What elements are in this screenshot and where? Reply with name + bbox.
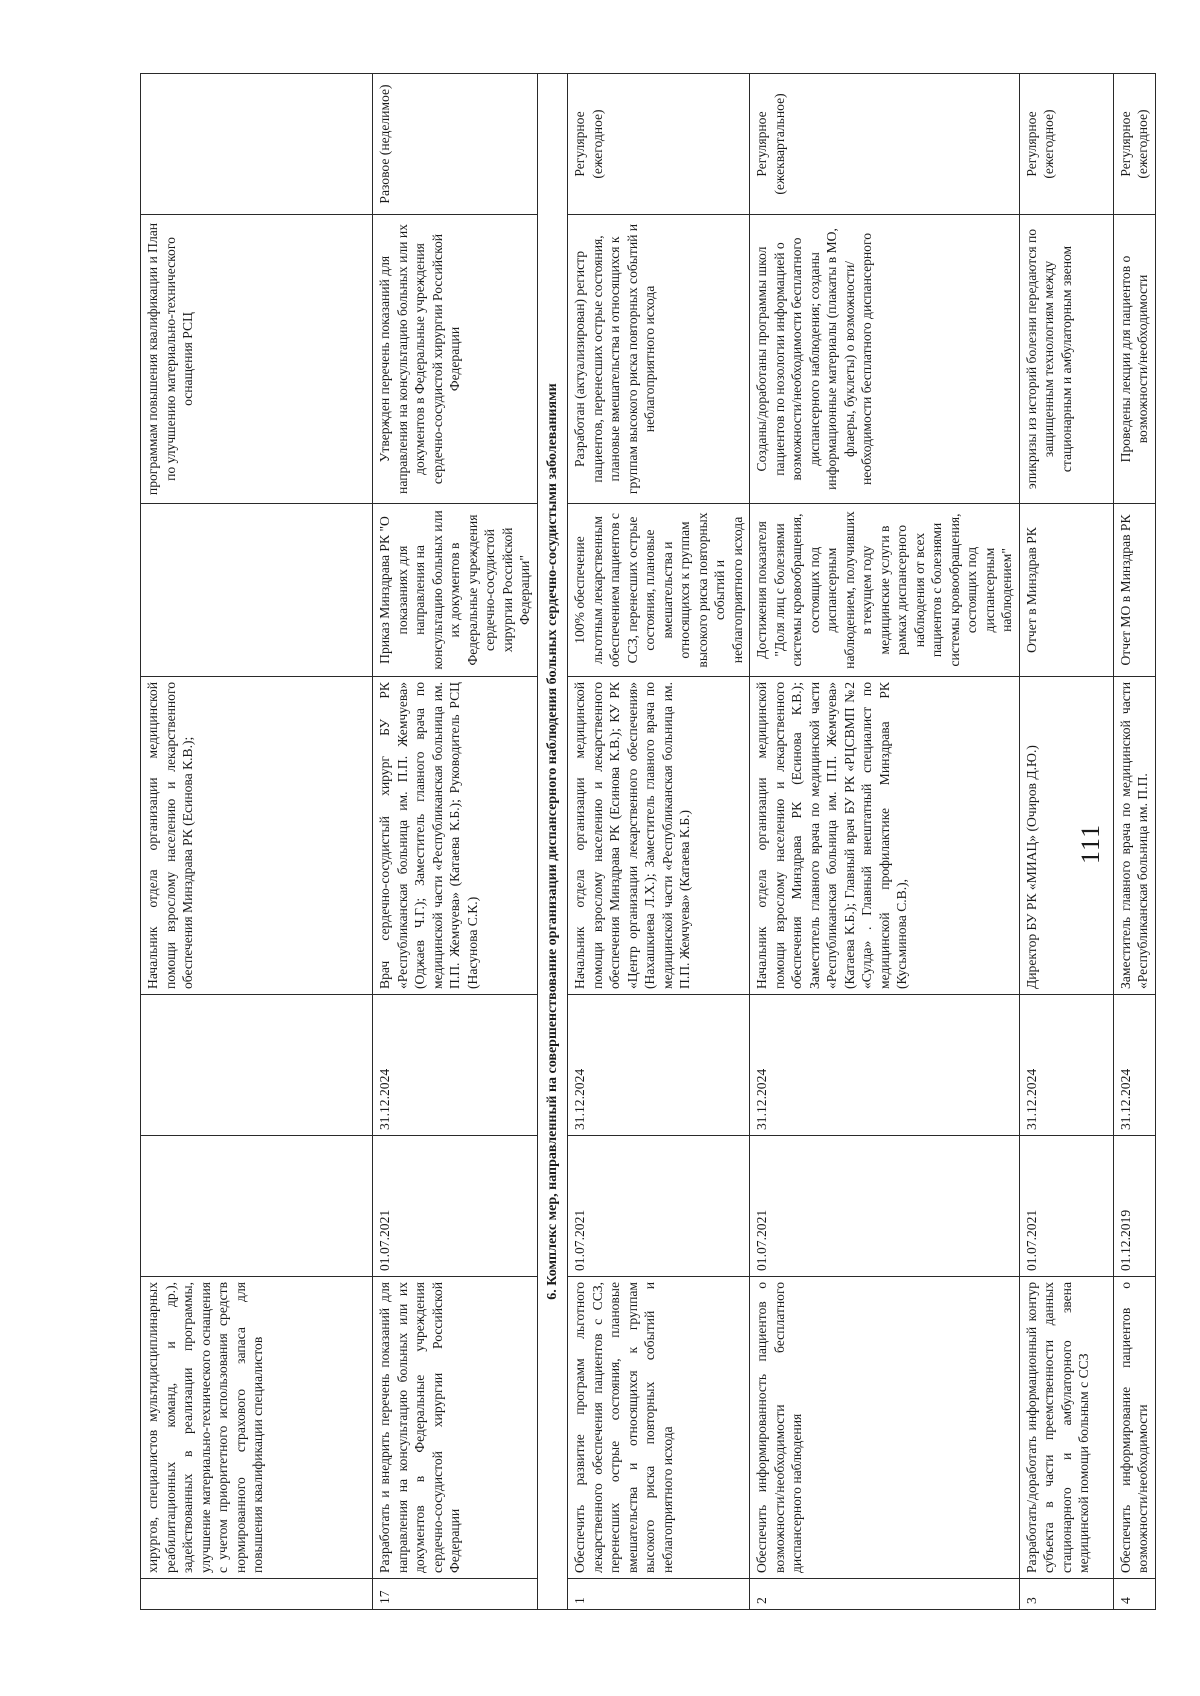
indicator-cell: Отчет в Минздрав РК [1019, 504, 1113, 677]
result-cell: Утвержден перечень показаний для направления на консультацию больных или их документов в Федеральные учреждения сердечно-сосудистой хирургии Российской Федерации [373, 215, 538, 504]
frequency-cell [141, 74, 373, 215]
result-cell: эпикризы из историй болезни передаются по защищенным технологиям между стационарным и амбулаторным звеном [1019, 215, 1113, 504]
responsible-cell: Заместитель главного врача по медицинской части «Республиканская больница им. П.П. [1113, 677, 1155, 995]
responsible-cell: Врач сердечно-сосудистый хирург БУ РК «Республиканская больница им. П.П. Жемчуева» (Оджаев Ч.Г.); Заместитель главного врача по медицинской части «Республиканская больница им. П.П. Жемчуева» (Катаева К.Б.); Руководитель РСЦ (Насунова С.К.) [373, 677, 538, 995]
activity-cell: Обеспечить информирование пациентов о возможности/необходимости [1113, 1277, 1155, 1579]
table-row [373, 74, 538, 1610]
end-date-cell: 31.12.2024 [1019, 995, 1113, 1136]
activity-cell: Обеспечить информированность пациентов о возможности/необходимости бесплатного диспансерного наблюдения [750, 1277, 1020, 1579]
activity-plan-table [140, 73, 1156, 1610]
table-row [1113, 74, 1155, 1610]
start-date-cell: 01.07.2021 [568, 1136, 750, 1277]
row-number [141, 1579, 373, 1610]
end-date-cell: 31.12.2024 [1113, 995, 1155, 1136]
indicator-cell: Отчет МО в Минздрав РК [1113, 504, 1155, 677]
end-date-cell: 31.12.2024 [373, 995, 538, 1136]
responsible-cell: Начальник отдела организации медицинской помощи взрослому населению и лекарственного обеспечения Минздрава РК (Есинова К.В.); [141, 677, 373, 995]
activity-cell: хирургов, специалистов мультидисциплинарных реабилитационных команд, и др.), задействованных в реализации программы, улучшение материально-технического оснащения с учетом приоритетного использования средств нормированного страхового запаса для повышения квалификации специалистов [141, 1277, 373, 1579]
frequency-cell: Регулярное (ежегодное) [1113, 74, 1155, 215]
result-cell: программам повышения квалификации и План по улучшению материально-технического оснащения РСЦ [141, 215, 373, 504]
start-date-cell: 01.07.2021 [1019, 1136, 1113, 1277]
indicator-cell [141, 504, 373, 677]
start-date-cell: 01.12.2019 [1113, 1136, 1155, 1277]
row-number: 1 [568, 1579, 750, 1610]
table-row [750, 74, 1020, 1610]
row-number: 17 [373, 1579, 538, 1610]
result-cell: Проведены лекции для пациентов о возможности/необходимости [1113, 215, 1155, 504]
frequency-cell: Регулярное (ежегодное) [568, 74, 750, 215]
section-header-row [537, 74, 568, 1610]
frequency-cell: Регулярное (ежеквартальное) [750, 74, 1020, 215]
indicator-cell: Приказ Минздрава РК "О показаниях для направления на консультацию больных или их документов в Федеральные учреждения сердечно-сосудистой хирургии Российской Федерации" [373, 504, 538, 677]
end-date-cell: 31.12.2024 [750, 995, 1020, 1136]
responsible-cell: Начальник отдела организации медицинской помощи взрослому населению и лекарственного обеспечения Минздрава РК (Есинова К.В.); КУ РК «Центр организации лекарственного обеспечения» (Нахашкиева Л.Х.); Заместитель главного врача по медицинской части «Республиканская больница им. П.П. Жемчуева» (Катаева К.Б.) [568, 677, 750, 995]
indicator-cell: 100% обеспечение льготным лекарственным обеспечением пациентов с ССЗ, перенесших острые состояния, плановые вмешательства и относящихся к группам высокого риска повторных событий и неблагоприятного исхода [568, 504, 750, 677]
start-date-cell [141, 1136, 373, 1277]
row-number: 4 [1113, 1579, 1155, 1610]
frequency-cell: Регулярное (ежегодное) [1019, 74, 1113, 215]
activity-cell: Разработать и внедрить перечень показаний для направления на консультацию больных или их документов в Федеральные учреждения сердечно-сосудистой хирургии Российской Федерации [373, 1277, 538, 1579]
row-number: 2 [750, 1579, 1020, 1610]
start-date-cell: 01.07.2021 [373, 1136, 538, 1277]
activity-cell: Обеспечить развитие программ льготного лекарственного обеспечения пациентов с ССЗ, перенесших острые состояния, плановые вмешательства и относящихся к группам высокого риска повторных событий и неблагоприятного исхода [568, 1277, 750, 1579]
start-date-cell: 01.07.2021 [750, 1136, 1020, 1277]
end-date-cell [141, 995, 373, 1136]
row-number: 3 [1019, 1579, 1113, 1610]
responsible-cell: Начальник отдела организации медицинской помощи взрослому населению и лекарственного обеспечения Минздрава РК (Есинова К.В.); Заместитель главного врача по медицинской части «Республиканская больница им. П.П. Жемчуева» (Катаева К.Б.); Главный врач БУ РК «РЦСВМП №2 «Сулда» . Главный внештатный специалист по медицинской профилактике Минздрава РК (Кусьминова С.В.), [750, 677, 1020, 995]
frequency-cell: Разовое (неделимое) [373, 74, 538, 215]
responsible-cell: Директор БУ РК «МИАЦ» (Очиров Д.Ю.) [1019, 677, 1113, 995]
section-title: 6. Комплекс мер, направленный на совершенствование организации диспансерного наблюдения больных сердечно-сосудистыми заболеваниями [537, 74, 568, 1610]
table-row [568, 74, 750, 1610]
result-cell: Созданы/доработаны программы школ пациентов по нозологии информацией о возможности/необходимости бесплатного диспансерного наблюдения; созданы информационные материалы (плакаты в МО, флаеры, буклеты) о возможности/необходимости бесплатного диспансерного [750, 215, 1020, 504]
result-cell: Разработан (актуализирован) регистр пациентов, перенесших острые состояния, плановые вмешательства и относящихся к группам высокого риска повторных событий и неблагоприятного исхода [568, 215, 750, 504]
indicator-cell: Достижения показателя "Доля лиц с болезнями системы кровообращения, состоящих под диспансерным наблюдением, получивших в текущем году медицинские услуги в рамках диспансерного наблюдения от всех пациентов с болезнями системы кровообращения, состоящих под диспансерным наблюдением" [750, 504, 1020, 677]
table-row [141, 74, 373, 1610]
page-number: 111 [1076, 823, 1105, 864]
end-date-cell: 31.12.2024 [568, 995, 750, 1136]
activity-cell: Разработать/доработать информационный контур субъекта в части преемственности данных стационарного и амбулаторного звена медицинской помощи больным с ССЗ [1019, 1277, 1113, 1579]
